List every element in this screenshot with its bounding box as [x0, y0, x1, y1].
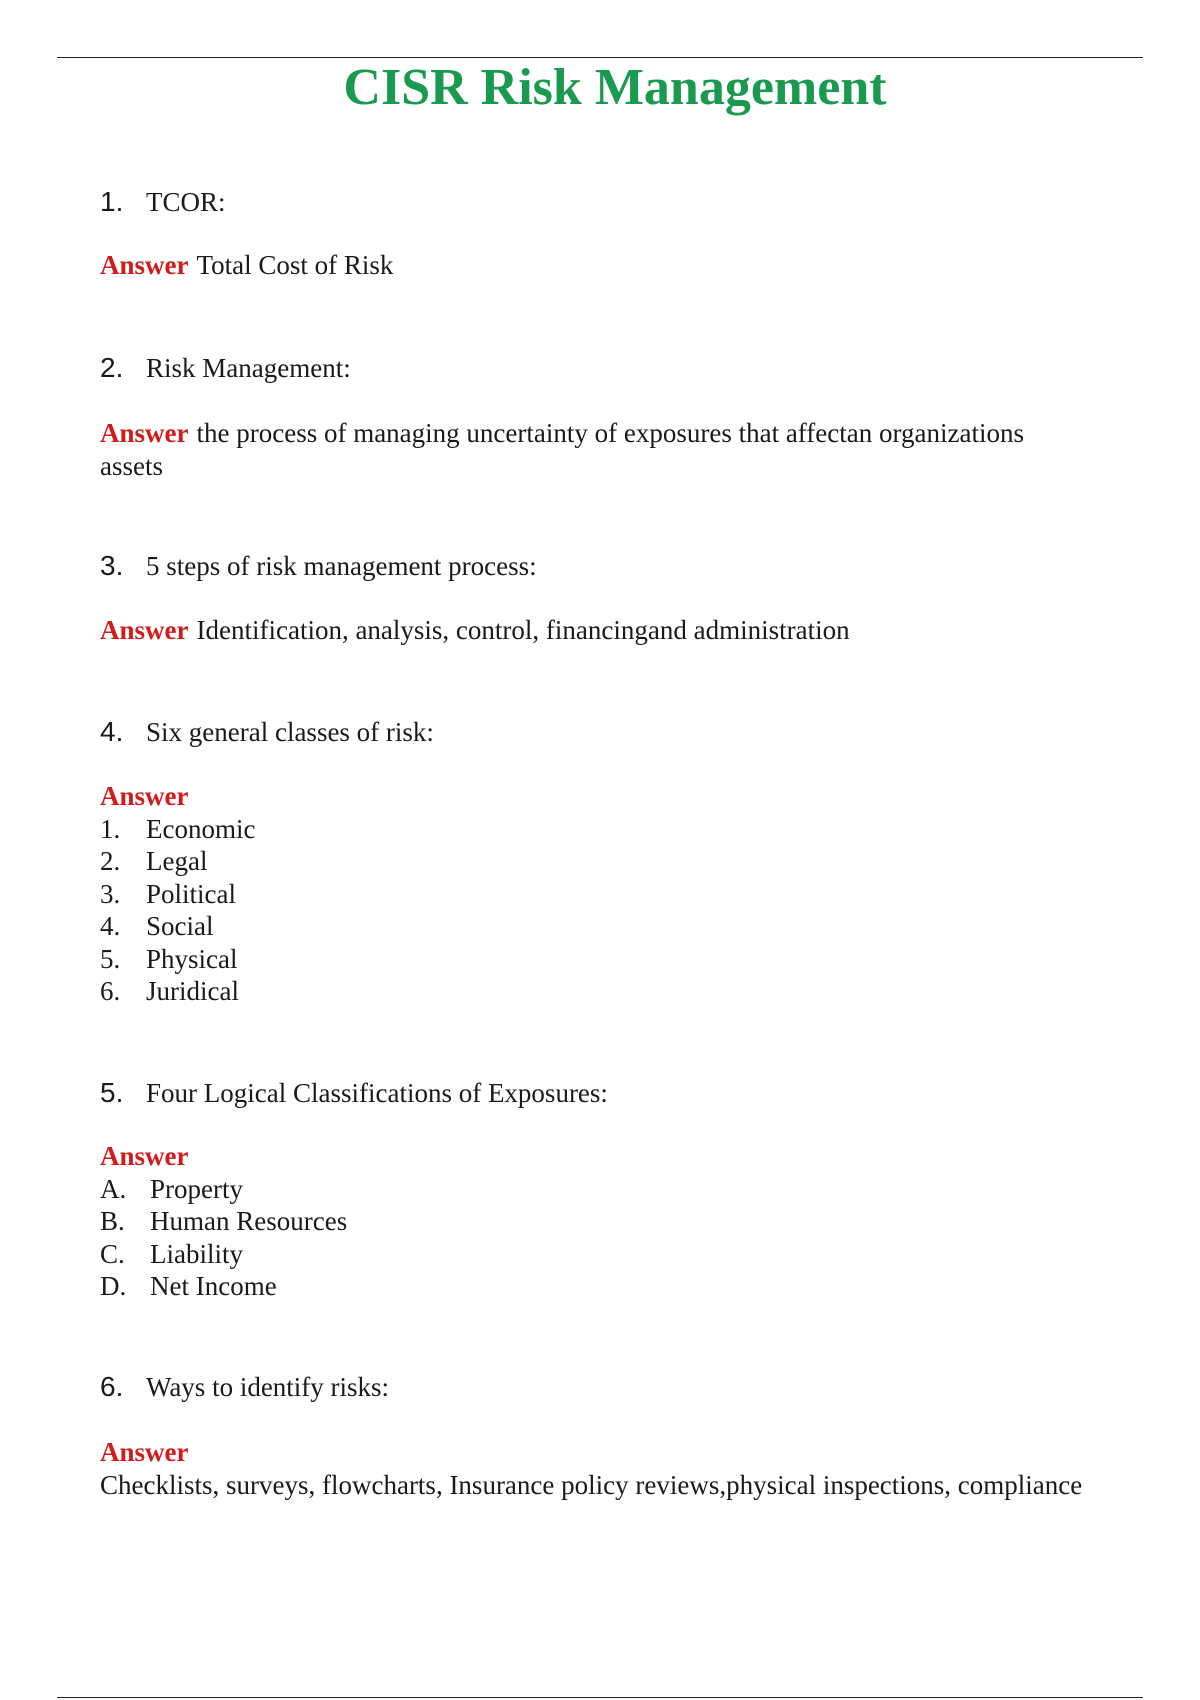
list-marker: 4.	[100, 911, 121, 942]
question-text: Risk Management:	[146, 353, 351, 383]
bottom-rule	[57, 1697, 1143, 1698]
list-item	[100, 845, 255, 877]
list-item	[100, 813, 255, 845]
list-item-text: Human Resources	[150, 1206, 348, 1237]
list-marker: 2.	[100, 846, 121, 877]
question-1	[100, 185, 226, 219]
list-marker: 6.	[100, 975, 121, 1006]
list-item	[100, 910, 255, 942]
answer-label: Answer	[100, 250, 189, 280]
exposure-classifications-list	[100, 1173, 347, 1303]
list-item-text: Social	[146, 911, 214, 942]
question-number: 2.	[100, 352, 124, 383]
question-number: 1.	[100, 186, 124, 217]
question-number: 6.	[100, 1371, 124, 1402]
list-marker: C.	[100, 1238, 125, 1269]
list-item	[100, 1205, 347, 1237]
list-item	[100, 878, 255, 910]
list-item	[100, 975, 255, 1007]
list-item-text: Property	[150, 1174, 243, 1204]
answer-1	[100, 249, 1080, 282]
question-5	[100, 1076, 608, 1110]
risk-classes-list	[100, 813, 255, 1007]
list-marker: D.	[100, 1271, 127, 1302]
question-3	[100, 549, 537, 583]
question-2	[100, 351, 351, 385]
answer-2	[100, 417, 1080, 483]
question-6	[100, 1370, 389, 1404]
list-item-text: Physical	[146, 943, 238, 974]
list-item	[100, 1270, 347, 1302]
list-marker: 3.	[100, 878, 121, 909]
answer-text: Identification, analysis, control, financingand administration	[196, 615, 850, 645]
list-item-text: Juridical	[146, 975, 239, 1006]
answer-3	[100, 614, 1080, 647]
list-item	[100, 943, 255, 975]
answer-text: Checklists, surveys, flowcharts, Insurance policy reviews,physical inspections, compliance	[100, 1470, 1083, 1500]
question-number: 5.	[100, 1077, 124, 1108]
list-item-text: Liability	[150, 1238, 243, 1269]
list-item-text: Political	[146, 878, 236, 909]
list-item-text: Economic	[146, 814, 256, 844]
answer-text: Total Cost of Risk	[196, 250, 394, 280]
list-item-text: Net Income	[150, 1271, 277, 1302]
answer-label: Answer	[100, 1141, 189, 1171]
answer-label: Answer	[100, 1437, 189, 1467]
question-text: Ways to identify risks:	[146, 1372, 390, 1402]
list-marker: 5.	[100, 943, 121, 974]
list-marker: A.	[100, 1174, 127, 1204]
question-text: Six general classes of risk:	[146, 717, 434, 747]
question-text: Four Logical Classifications of Exposures:	[146, 1078, 608, 1108]
answer-label: Answer	[100, 418, 189, 448]
question-text: 5 steps of risk management process:	[146, 551, 537, 581]
question-4	[100, 715, 434, 749]
list-item	[100, 1173, 347, 1205]
list-marker: 1.	[100, 814, 121, 844]
list-marker: B.	[100, 1206, 125, 1237]
answer-label: Answer	[100, 615, 189, 645]
question-number: 4.	[100, 716, 124, 747]
list-item	[100, 1238, 347, 1270]
question-text: TCOR:	[146, 187, 226, 217]
answer-label: Answer	[100, 781, 189, 811]
page-title: CISR Risk Management	[343, 59, 887, 116]
question-number: 3.	[100, 550, 124, 581]
answer-text: the process of managing uncertainty of exposures that affectan organizations assets	[100, 418, 1024, 481]
list-item-text: Legal	[146, 846, 208, 877]
